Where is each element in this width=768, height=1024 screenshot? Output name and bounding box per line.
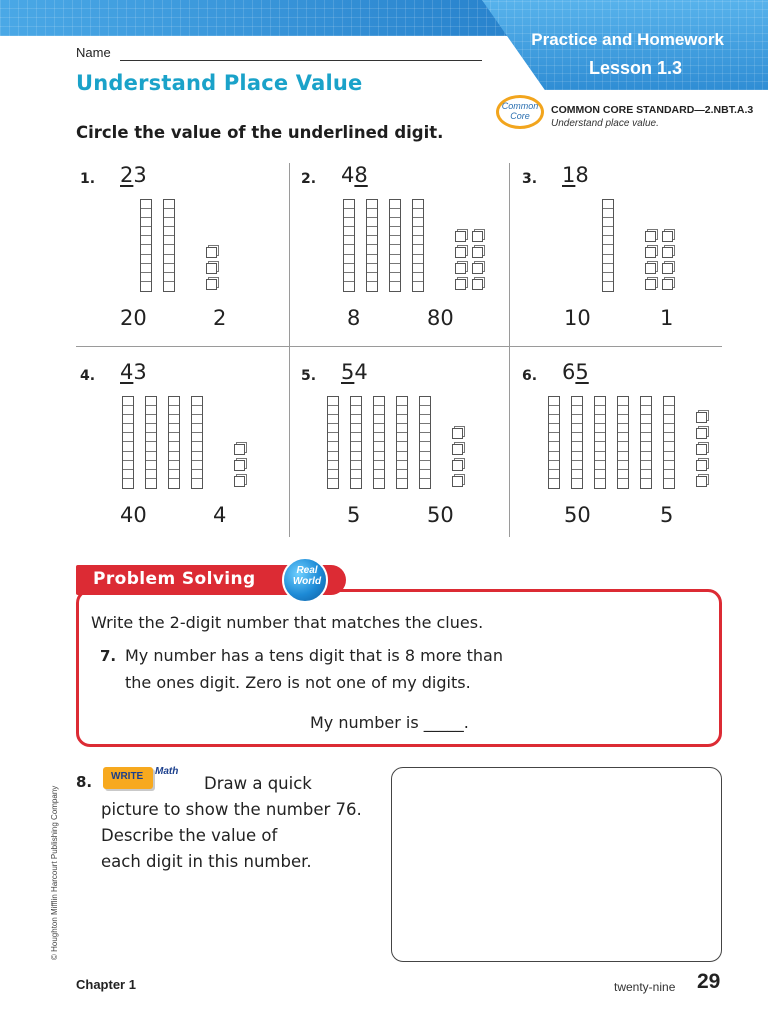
standard-code: COMMON CORE STANDARD—2.NBT.A.3 <box>551 104 754 116</box>
problem-number <box>562 360 589 384</box>
underlined-digit: 5 <box>341 360 355 384</box>
ones-cube <box>662 247 673 258</box>
tens-rod <box>191 396 203 489</box>
real-world-line2: World <box>292 576 322 587</box>
problem-number <box>120 163 147 187</box>
problem-label: 4. <box>80 368 96 384</box>
question-8-line1: Draw a quick <box>204 774 312 793</box>
digit: 4 <box>354 360 368 384</box>
problem-label: 3. <box>522 171 538 187</box>
underlined-digit: 2 <box>120 163 134 187</box>
answer-choice[interactable]: 20 <box>120 306 147 330</box>
ones-cube <box>645 279 656 290</box>
tens-rod <box>366 199 378 292</box>
answer-choice[interactable]: 5 <box>347 503 361 527</box>
tens-rod <box>419 396 431 489</box>
ones-cube <box>696 444 707 455</box>
problem-3 <box>518 163 728 343</box>
grid-divider <box>76 346 722 347</box>
tens-rod <box>396 396 408 489</box>
ones-cube <box>452 460 463 471</box>
problem-solving-label: Problem Solving <box>93 569 256 589</box>
answer-choice[interactable]: 40 <box>120 503 147 527</box>
ones-cube <box>455 279 466 290</box>
question-7-answer-line[interactable]: My number is _____. <box>310 713 469 732</box>
ones-cube <box>234 444 245 455</box>
ones-cube <box>472 247 483 258</box>
question-8-line3: Describe the value of <box>101 826 278 845</box>
answer-choice[interactable]: 10 <box>564 306 591 330</box>
question-8-line2: picture to show the number 76. <box>101 800 362 819</box>
ones-cube <box>455 263 466 274</box>
common-core-logo-text: Common Core <box>501 101 539 121</box>
answer-choice[interactable]: 50 <box>427 503 454 527</box>
problem-number <box>120 360 147 384</box>
ones-cube <box>696 428 707 439</box>
tens-rod <box>350 396 362 489</box>
chapter-label: Chapter 1 <box>76 977 136 992</box>
tens-rod <box>140 199 152 292</box>
ones-cube <box>696 460 707 471</box>
problem-2 <box>297 163 507 343</box>
copyright: © Houghton Mifflin Harcourt Publishing Company <box>50 785 59 960</box>
problem-1 <box>76 163 286 343</box>
problem-label: 1. <box>80 171 96 187</box>
problem-6 <box>518 360 728 540</box>
digit: 3 <box>133 163 147 187</box>
ones-cube <box>452 444 463 455</box>
problem-5 <box>297 360 507 540</box>
problem-number <box>341 163 368 187</box>
ones-cube <box>452 428 463 439</box>
lesson-label: Lesson 1.3 <box>588 58 682 78</box>
digit: 6 <box>562 360 576 384</box>
underlined-digit: 4 <box>120 360 134 384</box>
ones-cube <box>472 263 483 274</box>
tens-rod <box>602 199 614 292</box>
question-7-text-line1: My number has a tens digit that is 8 more than <box>125 646 503 665</box>
ones-cube <box>645 231 656 242</box>
ones-cube <box>472 279 483 290</box>
answer-choice[interactable]: 4 <box>213 503 227 527</box>
digit: 4 <box>341 163 355 187</box>
name-line[interactable] <box>120 60 482 61</box>
page-number: 29 <box>697 970 721 993</box>
problem-solving-intro: Write the 2-digit number that matches the clues. <box>91 613 484 632</box>
answer-choice[interactable]: 50 <box>564 503 591 527</box>
tens-rod <box>373 396 385 489</box>
instructions: Circle the value of the underlined digit. <box>76 123 444 142</box>
name-label: Name <box>76 45 111 60</box>
ones-cube <box>455 247 466 258</box>
tens-rod <box>168 396 180 489</box>
ones-cube <box>234 476 245 487</box>
tens-rod <box>412 199 424 292</box>
question-7-number: 7. <box>100 647 117 665</box>
ones-cube <box>662 231 673 242</box>
tens-rod <box>389 199 401 292</box>
answer-choice[interactable]: 2 <box>213 306 227 330</box>
question-8-number: 8. <box>76 773 93 791</box>
problem-4 <box>76 360 286 540</box>
problem-label: 5. <box>301 368 317 384</box>
problem-label: 6. <box>522 368 538 384</box>
tens-rod <box>594 396 606 489</box>
ones-cube <box>455 231 466 242</box>
write-label: WRITE <box>111 771 144 782</box>
real-world-badge <box>287 565 327 587</box>
tens-rod <box>617 396 629 489</box>
drawing-area[interactable] <box>391 767 722 962</box>
tens-rod <box>663 396 675 489</box>
ones-cube <box>645 263 656 274</box>
ones-cube <box>206 247 217 258</box>
answer-choice[interactable]: 1 <box>660 306 674 330</box>
grid-divider <box>509 163 510 537</box>
math-label: Math <box>155 766 179 777</box>
tens-rod <box>548 396 560 489</box>
standard-description: Understand place value. <box>551 118 659 129</box>
ones-cube <box>206 279 217 290</box>
ones-cube <box>206 263 217 274</box>
tens-rod <box>122 396 134 489</box>
underlined-digit: 1 <box>562 163 576 187</box>
digit: 8 <box>575 163 589 187</box>
tens-rod <box>145 396 157 489</box>
ones-cube <box>662 263 673 274</box>
question-8-line4: each digit in this number. <box>101 852 312 871</box>
answer-choice[interactable]: 8 <box>347 306 361 330</box>
ones-cube <box>696 476 707 487</box>
answer-choice[interactable]: 5 <box>660 503 674 527</box>
page-number-word: twenty-nine <box>614 980 676 994</box>
tens-rod <box>640 396 652 489</box>
grid-divider <box>289 163 290 537</box>
ones-cube <box>472 231 483 242</box>
tens-rod <box>571 396 583 489</box>
digit: 3 <box>133 360 147 384</box>
tens-rod <box>327 396 339 489</box>
underlined-digit: 8 <box>354 163 368 187</box>
ones-cube <box>662 279 673 290</box>
tens-rod <box>343 199 355 292</box>
common-core-logo <box>496 95 544 129</box>
tens-rod <box>163 199 175 292</box>
ones-cube <box>234 460 245 471</box>
page-title: Understand Place Value <box>76 71 363 95</box>
ones-cube <box>645 247 656 258</box>
practice-homework-label: Practice and Homework <box>531 30 724 49</box>
real-world-line1: Real <box>296 565 318 576</box>
question-7-text-line2: the ones digit. Zero is not one of my digits. <box>125 673 471 692</box>
ones-cube <box>452 476 463 487</box>
problem-number <box>562 163 589 187</box>
ones-cube <box>696 412 707 423</box>
problem-label: 2. <box>301 171 317 187</box>
underlined-digit: 5 <box>575 360 589 384</box>
problem-number <box>341 360 368 384</box>
answer-choice[interactable]: 80 <box>427 306 454 330</box>
